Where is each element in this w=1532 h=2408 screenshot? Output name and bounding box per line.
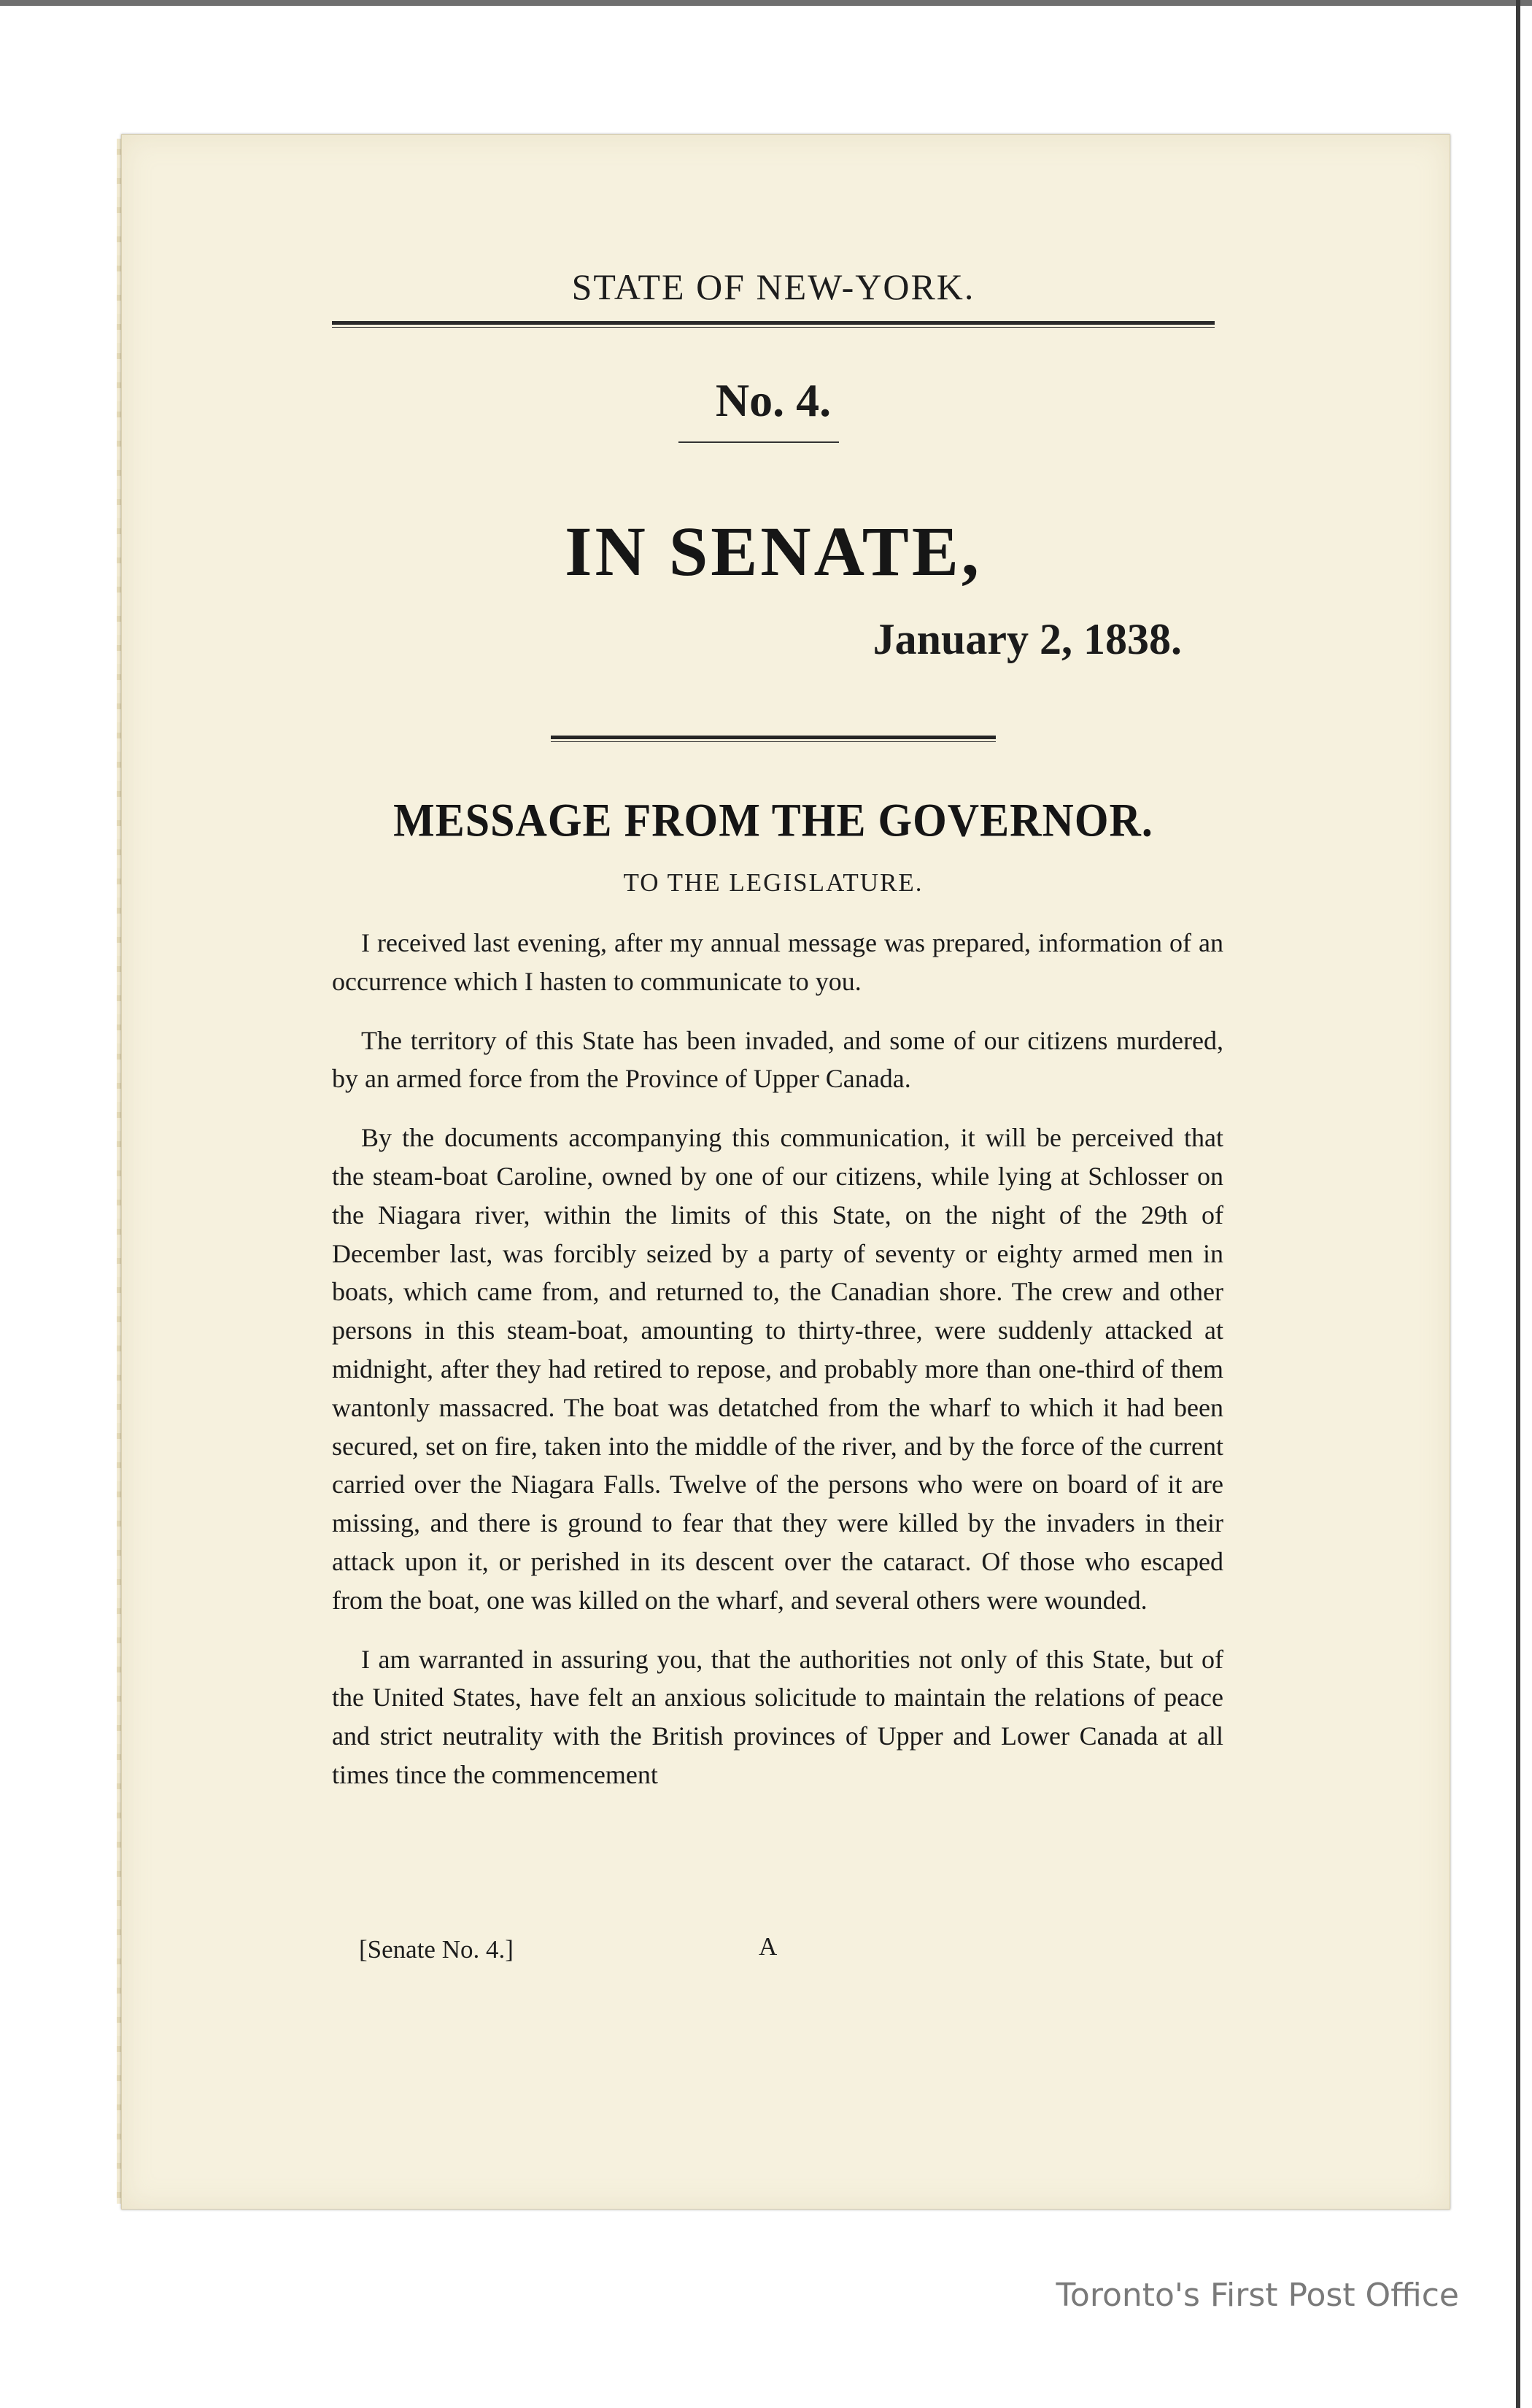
top-border xyxy=(0,0,1532,6)
message-heading: MESSAGE FROM THE GOVERNOR. xyxy=(393,794,1153,846)
masthead-rule xyxy=(332,321,1215,328)
document-date: January 2, 1838. xyxy=(873,615,1182,663)
chamber-title: IN SENATE, xyxy=(565,512,982,590)
paragraph: I received last evening, after my annual message was prepared, information of an occurrence which I hasten to communicate to you. xyxy=(332,928,1223,996)
masthead: STATE OF NEW-YORK. xyxy=(571,266,975,307)
paragraph: The territory of this State has been invaded, and some of our citizens murdered, by an armed force from the Province of Upper Canada. xyxy=(332,1025,1223,1094)
paragraph: I am warranted in assuring you, that the authorities not only of this State, but of the United States, have felt an anxious solicitude to maintain the relations of peace and strict neutrality with the British provinces of Upper and Lower Canada at all times tince the commencement xyxy=(332,1644,1223,1789)
date-rule xyxy=(551,736,996,742)
watermark: Toronto's First Post Office xyxy=(1056,2277,1459,2314)
footer-reference: [Senate No. 4.] xyxy=(359,1935,514,1964)
paragraph: By the documents accompanying this communication, it will be perceived that the steam-boat Caroline, owned by one of our citizens, while lying at Schlosser on the Niagara river, within the limits of this State, on the night of the 29th of December last, was forcibly seized by a party of seventy or eighty armed men in boats, which came from, and returned to, the Canadian shore. The crew and other persons in this steam-boat, amounting to thirty-three, were suddenly attacked at midnight, after they had retired to repose, and probably more than one-third of them wantonly massacred. The boat was detatched from the wharf to which it had been secured, set on fire, taken into the middle of the river, and by the force of the current carried over the Niagara Falls. Twelve of the persons who were on board of it are missing, and there is ground to fear that they were killed by the invaders in their attack upon it, or perished in its descent over the cataract. Of those who escaped from the boat, one was killed on the wharf, and several others were wounded. xyxy=(332,1123,1223,1615)
number-underline xyxy=(678,441,839,443)
message-body xyxy=(332,924,1223,1794)
footer-signature-mark: A xyxy=(759,1932,778,1961)
message-subheading: TO THE LEGISLATURE. xyxy=(623,868,924,897)
document-number: No. 4. xyxy=(715,374,832,426)
right-border xyxy=(1516,0,1520,2408)
